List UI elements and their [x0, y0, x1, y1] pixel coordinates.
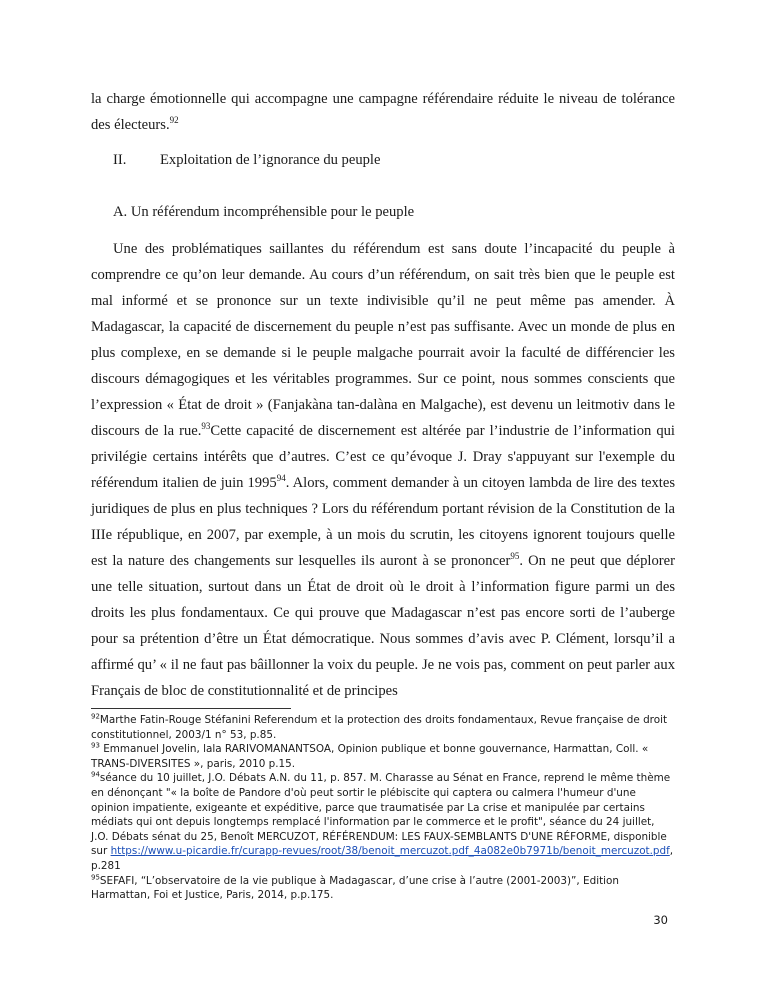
footnote: [91, 742, 675, 771]
footnote-ref[interactable]: 92: [169, 115, 179, 126]
footnote-text: Marthe Fatin-Rouge Stéfanini Referendum et la protection des droits fondamentaux, Revue française de droit constitutionnel, 2003/1 n° 53, p.85.: [91, 714, 668, 741]
subsection-title: A. Un référendum incompréhensible pour le peuple: [113, 204, 415, 220]
footnotes: [91, 713, 675, 903]
footnote-number: 93: [91, 741, 100, 750]
footnote-number: 95: [91, 873, 100, 882]
paragraph-text: Une des problématiques saillantes du référendum est sans doute l’incapacité du peuple à comprendre ce qu’on leur demande. Au cours d’un référendum, on sait très bien que le peuple est mal informé et se prononce sur un texte indivisible qu’il ne peut même pas amender. À Madagascar, la capacité de discernement du peuple n’est pas suffisante. Avec un monde de plus en plus complexe, en se demande si le peuple malgache pourrait avoir la faculté de différencier les discours démagogiques et les véritables programmes. Sur ce point, nous sommes conscients que l’expression « État de droit » (Fanjakàna tan-dalàna en Malgache), est devenu un leitmotiv dans le discours de la rue.: [91, 241, 675, 439]
footnote-text: séance du 10 juillet, J.O. Débats A.N. du 11, p. 857. M. Charasse au Sénat en France, reprend le même thème en dénonçant "« la boîte de Pandore d'où peut sortir le plébiscite qui captera ou calmera l'humeur d'une opinion impatiente, exigeante et expéditive, parce que traumatisée par La crise et manipulée par certains médiats qui ont depuis longtemps remplacé l'information par le commerce et le profit", séance du 24 juillet, J.O. Débats sénat du 25, Benoît MERCUZOT, RÉFÉRENDUM: LES FAUX-SEMBLANTS D'UNE RÉFORME, disponible sur: [91, 772, 671, 858]
footnote-ref[interactable]: 94: [276, 473, 286, 484]
footnote: [91, 771, 675, 873]
footnote-number: 94: [91, 770, 100, 779]
footnote: [91, 713, 675, 742]
paragraph-text: la charge émotionnelle qui accompagne une campagne référendaire réduite le niveau de tolérance des électeurs.: [91, 91, 675, 133]
section-title: Exploitation de l’ignorance du peuple: [160, 152, 381, 168]
paragraph-text: Cette capacité de discernement est altérée par l’industrie de l’information qui privilégie certains intérêts que d’autres. C’est ce qu’évoque J. Dray s'appuyant sur l'exemple du référendum italien de juin 1995: [91, 423, 675, 491]
footnote-link[interactable]: https://www.u-picardie.fr/curapp-revues/root/38/benoit_mercuzot.pdf_4a082e0b7971b/benoit_mercuzot.pdf: [110, 845, 670, 858]
footnote-text: , p.281: [91, 845, 674, 872]
paragraph-text: . Alors, comment demander à un citoyen lambda de lire des textes juridiques de plus en plus techniques ? Lors du référendum portant révision de la Constitution de la IIIe république, en 2007, par exemple, à un mois du scrutin, les citoyens ignorent toujours quelle est la nature des changements sur lesquelles ils auront à se prononcer: [91, 475, 676, 569]
section-number: II.: [113, 152, 127, 168]
footnote: [91, 874, 675, 903]
footnote-number: 92: [91, 712, 100, 721]
footnote-ref[interactable]: 93: [201, 421, 211, 432]
main-paragraph: [91, 236, 675, 704]
footnote-text: Emmanuel Jovelin, lala RARIVOMANANTSOA, Opinion publique et bonne gouvernance, Harmattan, Coll. « TRANS-DIVERSITES », paris, 2010 p.15.: [91, 743, 649, 770]
footnote-text: SEFAFI, “L’observatoire de la vie publique à Madagascar, d’une crise à l’autre (2001-2003)”, Edition Harmattan, Foi et Justice, Paris, 2014, p.p.175.: [91, 874, 619, 902]
paragraph-continuation: [91, 86, 675, 138]
footnote-separator: [91, 708, 291, 709]
paragraph-text: . On ne peut que déplorer une telle situation, surtout dans un État de droit où le droit à l’information figure parmi un des droits les plus fondamentaux. Ce qui prouve que Madagascar n’est pas encore sorti de l’auberge pour sa prétention d’être un État démocratique. Nous sommes d’avis avec P. Clément, lorsqu’il a affirmé qu’ « il ne faut pas bâillonner la voix du peuple. Je ne vois pas, comment on peut parler aux Français de bloc de constitutionnalité et de principes: [91, 553, 675, 699]
page-number: 30: [653, 913, 668, 927]
footnote-ref[interactable]: 95: [510, 551, 520, 562]
